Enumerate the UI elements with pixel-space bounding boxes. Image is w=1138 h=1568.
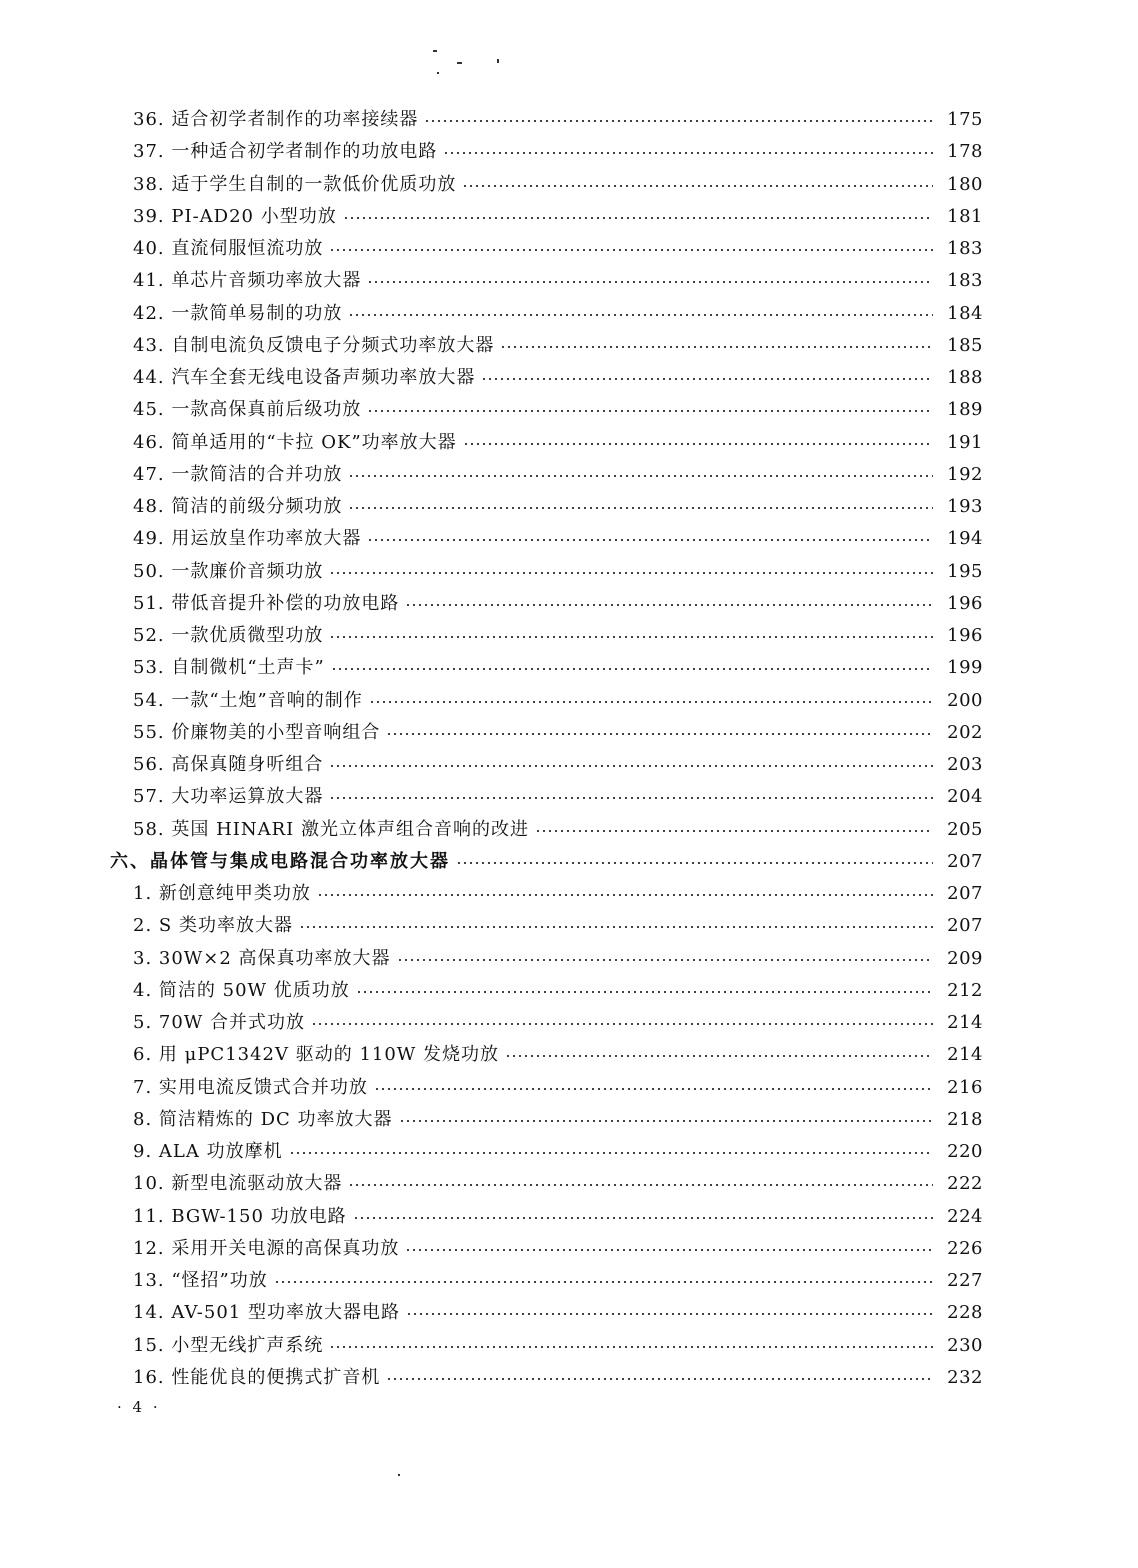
- toc-entry-title: 45. 一款高保真前后级功放: [133, 399, 362, 421]
- toc-entry-page-number: 193: [947, 496, 983, 518]
- toc-entry-page-number: 207: [947, 915, 983, 937]
- toc-entry-title: 7. 实用电流反馈式合并功放: [133, 1076, 368, 1098]
- toc-entry-title: 46. 简单适用的“卡拉 OK”功率放大器: [133, 431, 457, 453]
- dot-leader: [348, 1183, 933, 1187]
- toc-entry: [0, 1297, 1138, 1329]
- toc-entry: [0, 169, 1138, 201]
- toc-entry-title: 10. 新型电流驱动放大器: [133, 1173, 343, 1195]
- toc-entry-page-number: 192: [947, 463, 983, 485]
- toc-entry-page-number: 214: [947, 1012, 983, 1034]
- toc-entry-title: 49. 用运放皇作功率放大器: [133, 528, 362, 550]
- toc-entry: [0, 943, 1138, 975]
- toc-entry: [0, 136, 1138, 168]
- toc-entry: [0, 201, 1138, 233]
- toc-entry-page-number: 194: [947, 528, 983, 550]
- dot-leader: [456, 861, 933, 865]
- toc-entry-page-number: 216: [947, 1076, 983, 1098]
- dot-leader: [399, 1119, 933, 1123]
- toc-entry: [0, 1330, 1138, 1362]
- toc-entry: [0, 814, 1138, 846]
- toc-entry-title: 40. 直流伺服恒流功放: [133, 238, 324, 260]
- toc-entry: [0, 362, 1138, 394]
- toc-entry: [0, 1265, 1138, 1297]
- toc-entry-title: 4. 简洁的 50W 优质功放: [133, 979, 350, 1001]
- toc-entry: [0, 1201, 1138, 1233]
- toc-entry-page-number: 175: [947, 109, 983, 131]
- toc-entry-title: 55. 价廉物美的小型音响组合: [133, 721, 381, 743]
- toc-entry-title: 37. 一种适合初学者制作的功放电路: [133, 141, 438, 163]
- toc-entry-page-number: 196: [947, 592, 983, 614]
- dot-leader: [329, 571, 933, 575]
- dot-leader: [424, 119, 933, 123]
- table-of-contents: [0, 104, 1138, 1394]
- toc-entry-title: 41. 单芯片音频功率放大器: [133, 270, 362, 292]
- dot-leader: [505, 1054, 933, 1058]
- toc-entry-title: 48. 简洁的前级分频功放: [133, 496, 343, 518]
- scan-speck: [433, 50, 437, 52]
- toc-entry-page-number: 196: [947, 625, 983, 647]
- dot-leader: [331, 667, 933, 671]
- toc-entry-title: 9. ALA 功放摩机: [133, 1141, 283, 1163]
- toc-entry: [0, 523, 1138, 555]
- toc-entry: [0, 265, 1138, 297]
- toc-entry-title: 1. 新创意纯甲类功放: [133, 883, 311, 905]
- toc-entry: [0, 491, 1138, 523]
- toc-entry-title: 43. 自制电流负反馈电子分频式功率放大器: [133, 334, 495, 356]
- toc-entry-title: 52. 一款优质微型功放: [133, 625, 324, 647]
- dot-leader: [317, 893, 933, 897]
- dot-leader: [274, 1280, 933, 1284]
- toc-entry-page-number: 209: [947, 947, 983, 969]
- scan-speck: [497, 59, 499, 63]
- toc-entry-title: 8. 简洁精炼的 DC 功率放大器: [133, 1108, 393, 1130]
- toc-entry-page-number: 222: [947, 1173, 983, 1195]
- toc-entry-page-number: 195: [947, 560, 983, 582]
- dot-leader: [329, 764, 933, 768]
- toc-entry: [0, 1104, 1138, 1136]
- toc-entry-page-number: 207: [947, 883, 983, 905]
- toc-entry-title: 13. “怪招”功放: [133, 1270, 268, 1292]
- page-number: · 4 ·: [117, 1398, 161, 1416]
- toc-entry: [0, 1007, 1138, 1039]
- toc-entry-page-number: 199: [947, 657, 983, 679]
- toc-entry-page-number: 218: [947, 1108, 983, 1130]
- toc-entry-page-number: 191: [947, 431, 983, 453]
- dot-leader: [343, 216, 933, 220]
- toc-entry-title: 5. 70W 合并式功放: [133, 1012, 306, 1034]
- scan-speck: [398, 1474, 400, 1476]
- toc-entry-page-number: 183: [947, 238, 983, 260]
- toc-entry: [0, 1168, 1138, 1200]
- toc-entry-page-number: 214: [947, 1044, 983, 1066]
- toc-entry-title: 39. PI-AD20 小型功放: [133, 205, 337, 227]
- toc-entry-title: 42. 一款简单易制的功放: [133, 302, 343, 324]
- toc-entry: [0, 717, 1138, 749]
- toc-entry-page-number: 224: [947, 1205, 983, 1227]
- toc-entry: [0, 104, 1138, 136]
- dot-leader: [356, 990, 933, 994]
- dot-leader: [348, 506, 933, 510]
- toc-entry-page-number: 220: [947, 1141, 983, 1163]
- dot-leader: [397, 958, 933, 962]
- toc-entry-page-number: 230: [947, 1334, 983, 1356]
- toc-entry-title: 15. 小型无线扩声系统: [133, 1334, 324, 1356]
- dot-leader: [481, 377, 933, 381]
- toc-entry: [0, 1136, 1138, 1168]
- toc-entry: [0, 1072, 1138, 1104]
- toc-entry-page-number: 205: [947, 818, 983, 840]
- dot-leader: [329, 796, 933, 800]
- dot-leader: [535, 829, 933, 833]
- toc-entry: [0, 910, 1138, 942]
- toc-entry-page-number: 185: [947, 334, 983, 356]
- toc-entry-title: 47. 一款简洁的合并功放: [133, 463, 343, 485]
- toc-entry-page-number: 228: [947, 1302, 983, 1324]
- toc-entry-title: 16. 性能优良的便携式扩音机: [133, 1366, 381, 1388]
- toc-entry-page-number: 203: [947, 754, 983, 776]
- dot-leader: [463, 442, 933, 446]
- toc-entry-title: 12. 采用开关电源的高保真功放: [133, 1237, 400, 1259]
- toc-entry-title: 50. 一款廉价音频功放: [133, 560, 324, 582]
- dot-leader: [353, 1216, 933, 1220]
- dot-leader: [289, 1151, 933, 1155]
- dot-leader: [405, 603, 933, 607]
- dot-leader: [348, 313, 933, 317]
- dot-leader: [369, 700, 933, 704]
- toc-entry: [0, 233, 1138, 265]
- toc-entry-title: 3. 30W×2 高保真功率放大器: [133, 947, 391, 969]
- dot-leader: [500, 345, 933, 349]
- dot-leader: [299, 925, 933, 929]
- dot-leader: [405, 1248, 933, 1252]
- toc-entry-page-number: 188: [947, 367, 983, 389]
- dot-leader: [443, 151, 933, 155]
- toc-entry-page-number: 207: [947, 850, 983, 872]
- toc-entry-page-number: 212: [947, 979, 983, 1001]
- dot-leader: [329, 635, 933, 639]
- toc-entry-title: 53. 自制微机“土声卡”: [133, 657, 325, 679]
- toc-entry: [0, 652, 1138, 684]
- toc-entry-title: 54. 一款“土炮”音响的制作: [133, 689, 363, 711]
- dot-leader: [329, 248, 933, 252]
- toc-entry-page-number: 180: [947, 173, 983, 195]
- toc-entry: [0, 588, 1138, 620]
- toc-section-heading: [0, 846, 1138, 878]
- toc-entry-title: 6. 用 μPC1342V 驱动的 110W 发烧功放: [133, 1044, 500, 1066]
- toc-entry-page-number: 232: [947, 1366, 983, 1388]
- toc-entry-page-number: 226: [947, 1237, 983, 1259]
- toc-entry: [0, 749, 1138, 781]
- toc-entry-title: 14. AV-501 型功率放大器电路: [133, 1302, 400, 1324]
- toc-entry: [0, 620, 1138, 652]
- toc-entry-title: 44. 汽车全套无线电设备声频功率放大器: [133, 367, 476, 389]
- toc-entry: [0, 1362, 1138, 1394]
- toc-entry-page-number: 184: [947, 302, 983, 324]
- toc-entry-title: 六、晶体管与集成电路混合功率放大器: [110, 850, 450, 872]
- dot-leader: [367, 280, 933, 284]
- dot-leader: [386, 732, 933, 736]
- toc-entry: [0, 781, 1138, 813]
- toc-entry-page-number: 204: [947, 786, 983, 808]
- toc-entry: [0, 1039, 1138, 1071]
- dot-leader: [462, 184, 933, 188]
- toc-entry: [0, 1233, 1138, 1265]
- toc-entry: [0, 685, 1138, 717]
- toc-entry-page-number: 181: [947, 205, 983, 227]
- toc-entry-title: 2. S 类功率放大器: [133, 915, 293, 937]
- toc-entry-title: 57. 大功率运算放大器: [133, 786, 324, 808]
- toc-entry: [0, 394, 1138, 426]
- dot-leader: [348, 474, 933, 478]
- toc-entry-page-number: 178: [947, 141, 983, 163]
- dot-leader: [367, 409, 933, 413]
- toc-entry-page-number: 227: [947, 1270, 983, 1292]
- toc-entry: [0, 298, 1138, 330]
- toc-entry-title: 11. BGW-150 功放电路: [133, 1205, 347, 1227]
- dot-leader: [374, 1087, 933, 1091]
- dot-leader: [311, 1022, 933, 1026]
- toc-entry: [0, 878, 1138, 910]
- scan-speck: [457, 62, 462, 64]
- scan-speck: [437, 72, 439, 74]
- toc-entry: [0, 975, 1138, 1007]
- toc-entry-title: 51. 带低音提升补偿的功放电路: [133, 592, 400, 614]
- toc-entry-title: 38. 适于学生自制的一款低价优质功放: [133, 173, 457, 195]
- toc-entry-page-number: 183: [947, 270, 983, 292]
- toc-entry-page-number: 200: [947, 689, 983, 711]
- dot-leader: [406, 1312, 933, 1316]
- toc-entry: [0, 427, 1138, 459]
- toc-entry-page-number: 202: [947, 721, 983, 743]
- toc-entry: [0, 459, 1138, 491]
- toc-entry: [0, 330, 1138, 362]
- dot-leader: [329, 1345, 933, 1349]
- toc-entry-title: 56. 高保真随身听组合: [133, 754, 324, 776]
- toc-entry-title: 36. 适合初学者制作的功率接续器: [133, 109, 419, 131]
- dot-leader: [367, 538, 933, 542]
- dot-leader: [386, 1377, 933, 1381]
- toc-entry-title: 58. 英国 HINARI 激光立体声组合音响的改进: [133, 818, 530, 840]
- toc-entry-page-number: 189: [947, 399, 983, 421]
- toc-entry: [0, 556, 1138, 588]
